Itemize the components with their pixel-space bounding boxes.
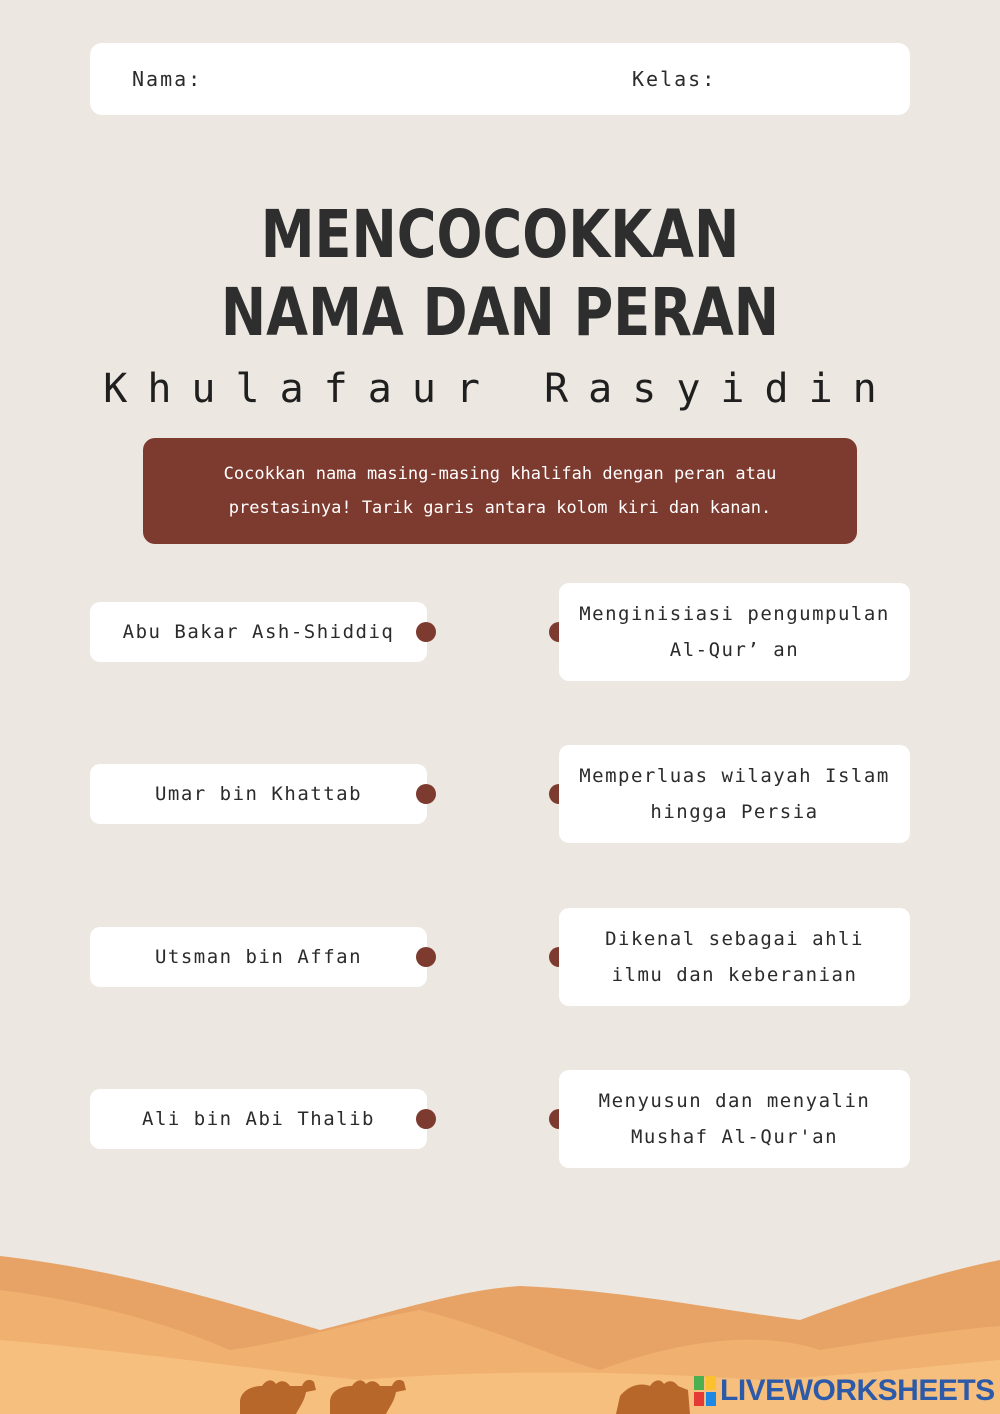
left-connector-dot[interactable]: [416, 947, 436, 967]
page-title-line2: NAMA DAN PERAN: [220, 274, 780, 351]
name-label: Ali bin Abi Thalib: [142, 1108, 375, 1130]
page-subtitle: Khulafaur Rasyidin: [103, 366, 897, 412]
role-item-3[interactable]: [559, 908, 910, 1006]
liveworksheets-logo-icon: [694, 1376, 716, 1406]
liveworksheets-brand-text: LIVEWORKSHEETS: [720, 1374, 995, 1407]
role-item-1[interactable]: [559, 583, 910, 681]
name-item-umar[interactable]: [90, 764, 427, 824]
role-item-4[interactable]: [559, 1070, 910, 1168]
name-label: Umar bin Khattab: [154, 783, 363, 805]
role-label: Menyusun dan menyalin Mushaf Al-Qur'an: [598, 1090, 871, 1148]
role-label: Menginisiasi pengumpulan Al-Qur’ an: [579, 603, 890, 661]
class-field-label: Kelas:: [632, 67, 717, 91]
name-field-label: Nama:: [132, 67, 203, 91]
left-connector-dot[interactable]: [416, 784, 436, 804]
page-title-line1: MENCOCOKKAN: [260, 196, 740, 273]
name-label: Utsman bin Affan: [154, 946, 363, 968]
name-item-ali[interactable]: [90, 1089, 427, 1149]
instructions-box: [143, 438, 857, 544]
role-label: Dikenal sebagai ahli ilmu dan keberanian: [605, 928, 864, 986]
liveworksheets-logo: [694, 1374, 995, 1408]
student-info-card: [90, 43, 910, 115]
role-label: Memperluas wilayah Islam hingga Persia: [579, 765, 890, 823]
instructions-text: Cocokkan nama masing-masing khalifah dengan peran atau prestasinya! Tarik garis antara kolom kiri dan kanan.: [223, 464, 777, 518]
left-connector-dot[interactable]: [416, 622, 436, 642]
name-item-utsman[interactable]: [90, 927, 427, 987]
name-item-abu-bakar[interactable]: [90, 602, 427, 662]
role-item-2[interactable]: [559, 745, 910, 843]
name-label: Abu Bakar Ash-Shiddiq: [122, 621, 395, 643]
left-connector-dot[interactable]: [416, 1109, 436, 1129]
